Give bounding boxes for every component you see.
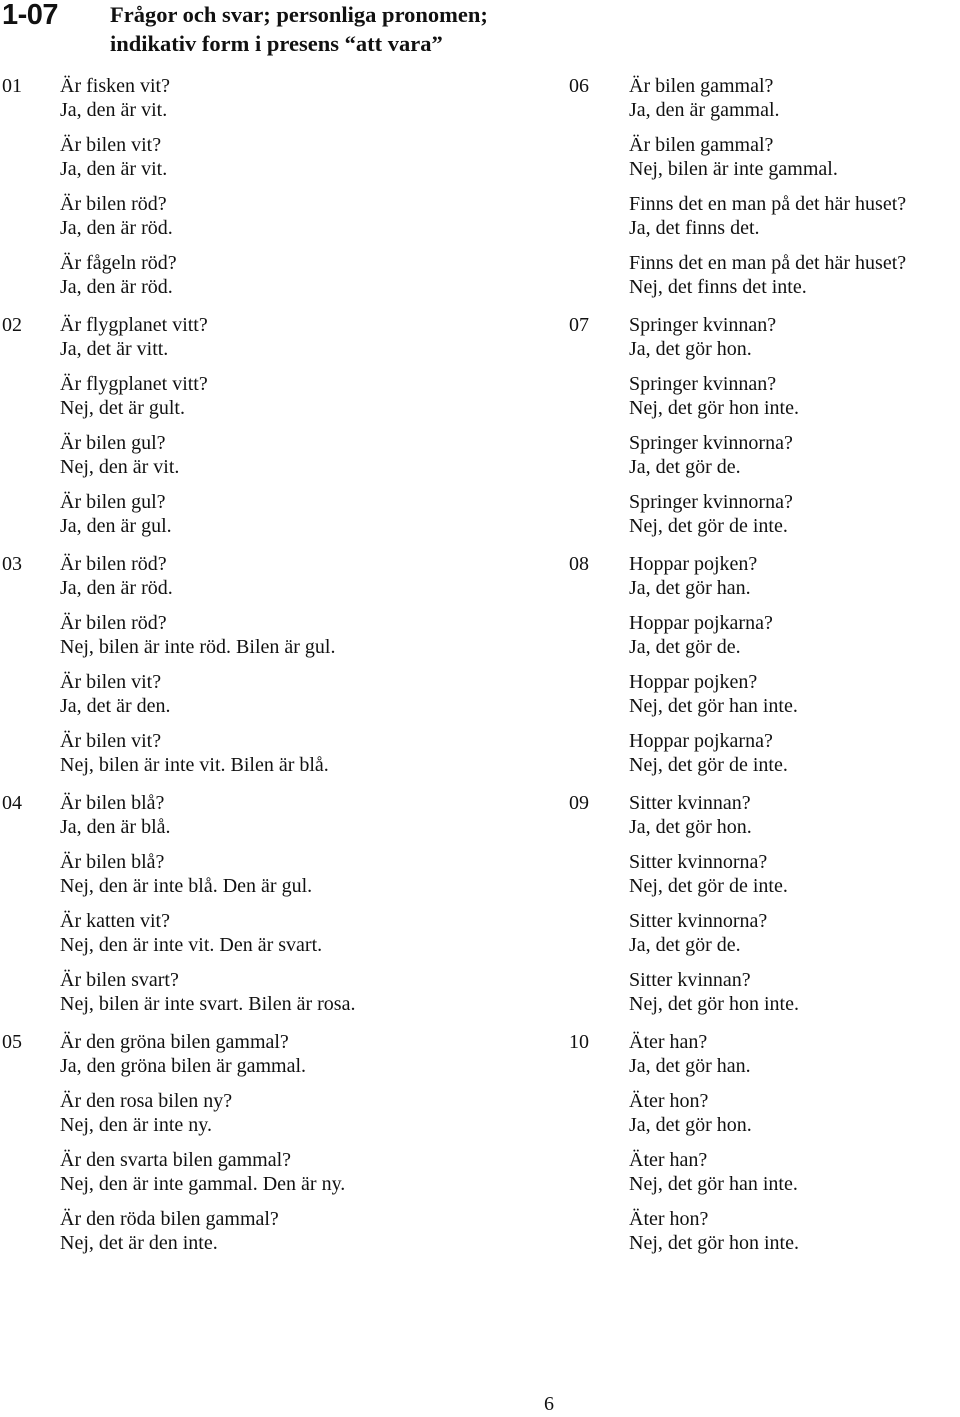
exercise-number: 07 — [569, 314, 589, 336]
answer-text: Ja, den är gul. — [60, 515, 172, 537]
answer-text: Ja, det finns det. — [629, 217, 760, 239]
question-answer-pair — [629, 372, 960, 420]
answer-text: Nej, det gör de inte. — [629, 875, 788, 897]
question-text: Äter han? — [629, 1149, 708, 1171]
question-answer-pair — [629, 791, 960, 839]
page-number: 6 — [544, 1393, 554, 1415]
exercise-section — [568, 1030, 960, 1255]
question-answer-pair — [629, 251, 960, 299]
answer-text: Nej, det gör hon inte. — [629, 993, 799, 1015]
question-answer-pair — [60, 490, 420, 538]
question-answer-pair — [60, 133, 420, 181]
left-column — [0, 74, 420, 1269]
answer-text: Nej, bilen är inte röd. Bilen är gul. — [60, 636, 336, 658]
answer-text: Nej, det är den inte. — [60, 1232, 218, 1254]
question-answer-pair — [629, 431, 960, 479]
answer-text: Nej, den är inte gammal. Den är ny. — [60, 1173, 346, 1195]
question-answer-pair — [629, 490, 960, 538]
question-text: Är den rosa bilen ny? — [60, 1090, 233, 1112]
question-answer-pair — [60, 1207, 420, 1255]
question-text: Är bilen svart? — [60, 969, 179, 991]
question-text: Sitter kvinnorna? — [629, 910, 768, 932]
question-answer-pair — [629, 74, 960, 122]
answer-text: Nej, den är inte vit. Den är svart. — [60, 934, 323, 956]
question-text: Är bilen röd? — [60, 193, 167, 215]
question-text: Är flygplanet vitt? — [60, 373, 208, 395]
answer-text: Ja, den gröna bilen är gammal. — [60, 1055, 307, 1077]
answer-text: Ja, den är röd. — [60, 276, 173, 298]
question-text: Är fisken vit? — [60, 75, 170, 97]
question-answer-pair — [629, 909, 960, 957]
question-text: Sitter kvinnan? — [629, 969, 751, 991]
question-text: Äter hon? — [629, 1208, 709, 1230]
question-answer-pair — [629, 1089, 960, 1137]
question-answer-pair — [629, 850, 960, 898]
question-answer-pair — [60, 968, 420, 1016]
question-text: Är bilen gammal? — [629, 134, 774, 156]
question-text: Är bilen blå? — [60, 792, 165, 814]
question-text: Springer kvinnorna? — [629, 491, 793, 513]
question-answer-pair — [60, 909, 420, 957]
question-text: Är den gröna bilen gammal? — [60, 1031, 289, 1053]
answer-text: Ja, den är gammal. — [629, 99, 780, 121]
answer-text: Nej, det gör han inte. — [629, 695, 798, 717]
answer-text: Nej, den är inte ny. — [60, 1114, 212, 1136]
question-answer-pair — [60, 313, 420, 361]
question-answer-pair — [60, 552, 420, 600]
answer-text: Ja, den är röd. — [60, 217, 173, 239]
question-answer-pair — [60, 431, 420, 479]
question-text: Sitter kvinnorna? — [629, 851, 768, 873]
answer-text: Ja, det gör han. — [629, 577, 751, 599]
answer-text: Nej, det gör hon inte. — [629, 397, 799, 419]
question-answer-pair — [60, 850, 420, 898]
question-text: Springer kvinnorna? — [629, 432, 793, 454]
question-answer-pair — [629, 729, 960, 777]
question-text: Är bilen vit? — [60, 671, 162, 693]
question-answer-pair — [60, 670, 420, 718]
question-text: Är den röda bilen gammal? — [60, 1208, 279, 1230]
exercise-number: 03 — [2, 553, 22, 575]
question-text: Springer kvinnan? — [629, 314, 777, 336]
answer-text: Ja, det gör de. — [629, 456, 741, 478]
answer-text: Nej, det finns det inte. — [629, 276, 807, 298]
question-answer-pair — [629, 1207, 960, 1255]
question-answer-pair — [60, 1030, 420, 1078]
question-text: Är bilen gul? — [60, 432, 166, 454]
lesson-title-line-2: indikativ form i presens “att vara” — [110, 31, 443, 56]
question-text: Äter han? — [629, 1031, 708, 1053]
exercise-section — [0, 1030, 420, 1255]
answer-text: Ja, det gör de. — [629, 934, 741, 956]
question-answer-pair — [629, 552, 960, 600]
lesson-number: 1-07 — [2, 0, 59, 31]
question-text: Är bilen röd? — [60, 553, 167, 575]
question-answer-pair — [60, 729, 420, 777]
answer-text: Nej, den är vit. — [60, 456, 180, 478]
question-text: Är bilen vit? — [60, 134, 162, 156]
answer-text: Ja, det gör hon. — [629, 1114, 752, 1136]
exercise-number: 09 — [569, 792, 589, 814]
answer-text: Nej, bilen är inte gammal. — [629, 158, 838, 180]
question-answer-pair — [629, 670, 960, 718]
exercise-number: 02 — [2, 314, 22, 336]
answer-text: Ja, den är röd. — [60, 577, 173, 599]
exercise-number: 05 — [2, 1031, 22, 1053]
question-answer-pair — [60, 611, 420, 659]
question-answer-pair — [60, 372, 420, 420]
question-text: Är fågeln röd? — [60, 252, 177, 274]
question-text: Hoppar pojkarna? — [629, 612, 773, 634]
question-text: Är bilen gul? — [60, 491, 166, 513]
exercise-section — [0, 313, 420, 538]
question-text: Är bilen vit? — [60, 730, 162, 752]
answer-text: Nej, bilen är inte vit. Bilen är blå. — [60, 754, 329, 776]
answer-text: Ja, det gör de. — [629, 636, 741, 658]
question-answer-pair — [629, 133, 960, 181]
answer-text: Nej, bilen är inte svart. Bilen är rosa. — [60, 993, 356, 1015]
question-answer-pair — [60, 1089, 420, 1137]
answer-text: Ja, det är den. — [60, 695, 171, 717]
question-text: Är bilen röd? — [60, 612, 167, 634]
question-text: Hoppar pojkarna? — [629, 730, 773, 752]
question-text: Finns det en man på det här huset? — [629, 193, 907, 215]
answer-text: Nej, den är inte blå. Den är gul. — [60, 875, 313, 897]
exercise-number: 06 — [569, 75, 589, 97]
answer-text: Ja, det gör han. — [629, 1055, 751, 1077]
answer-text: Ja, det gör hon. — [629, 338, 752, 360]
question-text: Är katten vit? — [60, 910, 170, 932]
answer-text: Nej, det är gult. — [60, 397, 185, 419]
question-answer-pair — [629, 1030, 960, 1078]
answer-text: Nej, det gör de inte. — [629, 754, 788, 776]
question-text: Är bilen blå? — [60, 851, 165, 873]
question-answer-pair — [629, 968, 960, 1016]
question-answer-pair — [60, 251, 420, 299]
answer-text: Ja, det är vitt. — [60, 338, 169, 360]
answer-text: Nej, det gör hon inte. — [629, 1232, 799, 1254]
question-text: Är den svarta bilen gammal? — [60, 1149, 292, 1171]
answer-text: Ja, den är vit. — [60, 99, 168, 121]
question-answer-pair — [629, 611, 960, 659]
lesson-title-line-1: Frågor och svar; personliga pronomen; — [110, 2, 488, 27]
exercise-section — [568, 313, 960, 538]
question-text: Hoppar pojken? — [629, 671, 758, 693]
answer-text: Ja, det gör hon. — [629, 816, 752, 838]
question-text: Finns det en man på det här huset? — [629, 252, 907, 274]
exercise-section — [568, 74, 960, 299]
exercise-section — [0, 791, 420, 1016]
answer-text: Ja, den är blå. — [60, 816, 171, 838]
question-answer-pair — [60, 192, 420, 240]
question-answer-pair — [629, 1148, 960, 1196]
exercise-section — [0, 74, 420, 299]
exercise-section — [568, 552, 960, 777]
question-answer-pair — [60, 1148, 420, 1196]
question-text: Är bilen gammal? — [629, 75, 774, 97]
exercise-number: 08 — [569, 553, 589, 575]
question-text: Springer kvinnan? — [629, 373, 777, 395]
exercise-section — [0, 552, 420, 777]
question-text: Äter hon? — [629, 1090, 709, 1112]
answer-text: Nej, det gör de inte. — [629, 515, 788, 537]
answer-text: Ja, den är vit. — [60, 158, 168, 180]
exercise-number: 10 — [569, 1031, 589, 1053]
exercise-section — [568, 791, 960, 1016]
exercise-number: 01 — [2, 75, 22, 97]
right-column — [568, 74, 960, 1269]
question-answer-pair — [60, 791, 420, 839]
question-answer-pair — [60, 74, 420, 122]
question-text: Är flygplanet vitt? — [60, 314, 208, 336]
question-answer-pair — [629, 192, 960, 240]
answer-text: Nej, det gör han inte. — [629, 1173, 798, 1195]
question-answer-pair — [629, 313, 960, 361]
question-text: Sitter kvinnan? — [629, 792, 751, 814]
question-text: Hoppar pojken? — [629, 553, 758, 575]
exercise-number: 04 — [2, 792, 22, 814]
lesson-title — [110, 0, 488, 58]
